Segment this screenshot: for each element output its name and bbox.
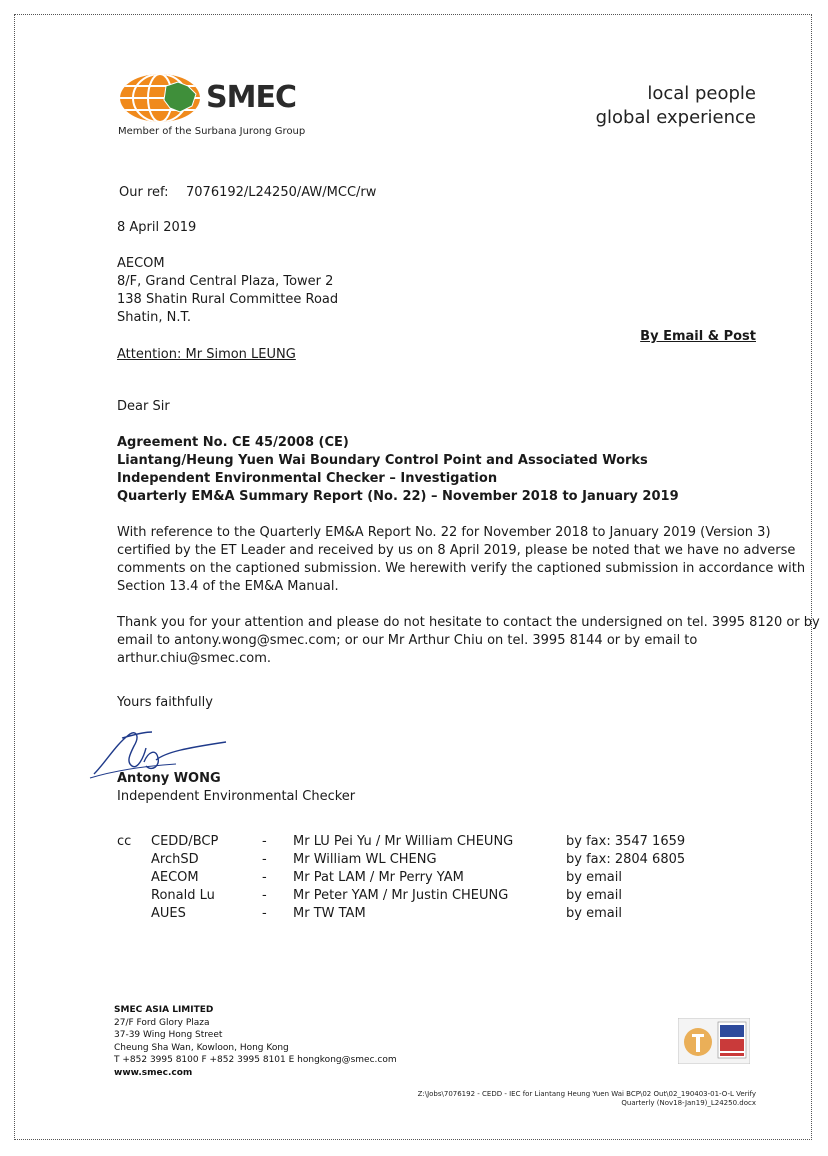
cc-org: ArchSD — [151, 852, 199, 867]
smec-globe-logo — [118, 72, 206, 124]
body-paragraph-2-line: arthur.chiu@smec.com. — [117, 651, 272, 666]
slogan — [596, 82, 756, 130]
closing: Yours faithfully — [117, 695, 213, 710]
delivery-method: By Email & Post — [640, 329, 756, 344]
cc-method: by email — [566, 888, 622, 903]
file-path-line: Quarterly (Nov18-Jan19)_L24250.docx — [621, 1099, 756, 1107]
cc-person: Mr TW TAM — [293, 906, 366, 921]
cc-person: Mr William WL CHENG — [293, 852, 437, 867]
logo-wordmark: SMEC — [206, 80, 296, 115]
recipient-line: AECOM — [117, 256, 165, 271]
footer-company: SMEC ASIA LIMITED — [114, 1005, 214, 1015]
cc-org: Ronald Lu — [151, 888, 215, 903]
signatory-name: Antony WONG — [117, 771, 221, 786]
recipient-line: 8/F, Grand Central Plaza, Tower 2 — [117, 274, 334, 289]
recipient-line: Shatin, N.T. — [117, 310, 192, 325]
footer-contact: T +852 3995 8100 F +852 3995 8101 E hongkong@smec.com — [114, 1055, 397, 1065]
body-paragraph-1-line: comments on the captioned submission. We herewith verify the captioned submission in accordance with — [117, 561, 806, 576]
footer-address-line: 37-39 Wing Hong Street — [114, 1030, 223, 1040]
body-paragraph-2-line: Thank you for your attention and please do not hesitate to contact the undersigned on tel. 3995 8120 or by — [117, 615, 820, 630]
our-ref-label: Our ref: — [119, 185, 169, 200]
body-paragraph-1-line: Section 13.4 of the EM&A Manual. — [117, 579, 339, 594]
subject-line: Agreement No. CE 45/2008 (CE) — [117, 435, 349, 450]
letter-date: 8 April 2019 — [117, 220, 197, 235]
recipient-line: 138 Shatin Rural Committee Road — [117, 292, 339, 307]
footer-address-line: 27/F Ford Glory Plaza — [114, 1017, 210, 1028]
cc-dash: - — [262, 870, 267, 885]
cc-org: CEDD/BCP — [151, 834, 219, 849]
signatory-title: Independent Environmental Checker — [117, 789, 356, 804]
file-path — [418, 1090, 756, 1108]
certification-badge-icon — [678, 1018, 750, 1064]
subject-line: Liantang/Heung Yuen Wai Boundary Control Point and Associated Works — [117, 453, 648, 468]
subject-line: Quarterly EM&A Summary Report (No. 22) – November 2018 to January 2019 — [117, 489, 679, 504]
footer-website: www.smec.com — [114, 1067, 193, 1078]
cc-person: Mr Peter YAM / Mr Justin CHEUNG — [293, 888, 509, 903]
slogan-line-1: local people — [647, 83, 756, 104]
cc-dash: - — [262, 834, 267, 849]
cc-method: by email — [566, 906, 622, 921]
cc-person: Mr LU Pei Yu / Mr William CHEUNG — [293, 834, 514, 849]
body-paragraph-2-line: email to antony.wong@smec.com; or our Mr Arthur Chiu on tel. 3995 8144 or by email to — [117, 633, 698, 648]
cc-person: Mr Pat LAM / Mr Perry YAM — [293, 870, 464, 885]
cc-label: cc — [117, 834, 132, 849]
footer-address-line: Cheung Sha Wan, Kowloon, Hong Kong — [114, 1042, 289, 1053]
cc-dash: - — [262, 906, 267, 921]
cc-dash: - — [262, 888, 267, 903]
cc-method: by fax: 3547 1659 — [566, 834, 686, 849]
cc-org: AECOM — [151, 870, 199, 885]
cc-org: AUES — [151, 906, 186, 921]
cc-method: by fax: 2804 6805 — [566, 852, 686, 867]
footer-address-block — [114, 1004, 397, 1079]
logo-tagline: Member of the Surbana Jurong Group — [118, 126, 306, 137]
body-paragraph-1-line: certified by the ET Leader and received by us on 8 April 2019, please be noted that we have no adverse — [117, 543, 796, 558]
our-ref-value: 7076192/L24250/AW/MCC/rw — [186, 185, 377, 200]
cc-method: by email — [566, 870, 622, 885]
subject-line: Independent Environmental Checker – Investigation — [117, 471, 498, 486]
attention-line: Attention: Mr Simon LEUNG — [117, 347, 296, 362]
cc-dash: - — [262, 852, 267, 867]
body-paragraph-1-line: With reference to the Quarterly EM&A Report No. 22 for November 2018 to January 2019 (Version 3) — [117, 525, 771, 540]
slogan-line-2: global experience — [595, 107, 756, 128]
file-path-line: Z:\Jobs\7076192 - CEDD - IEC for Liantang Heung Yuen Wai BCP\02 Out\02_190403-01-O-L Verify — [417, 1090, 756, 1098]
salutation: Dear Sir — [117, 399, 170, 414]
